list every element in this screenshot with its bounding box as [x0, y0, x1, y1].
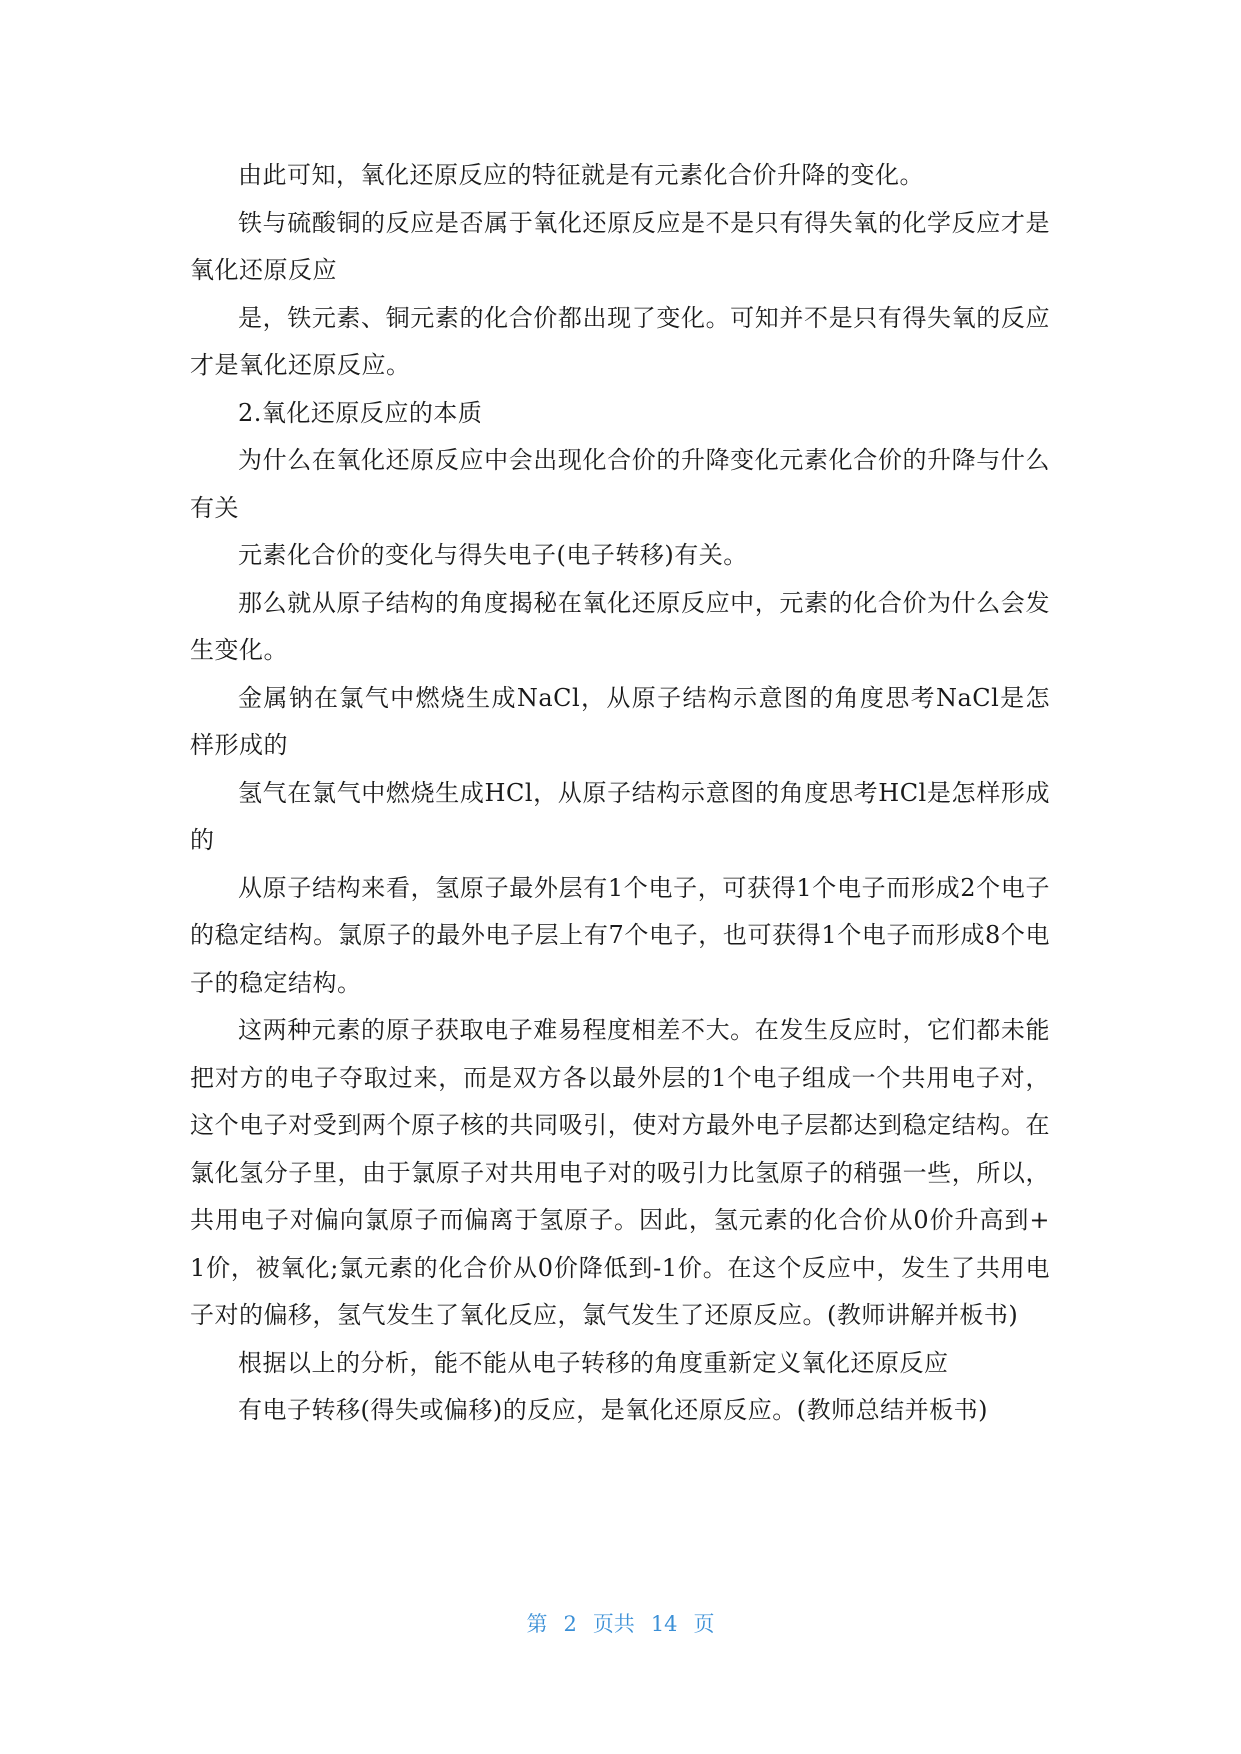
- paragraph: 根据以上的分析，能不能从电子转移的角度重新定义氧化还原反应: [238, 1348, 949, 1377]
- paragraph: 氢气在氯气中燃烧生成HCl，从原子结构示意图的角度思考HCl是怎样形成的: [190, 778, 1050, 854]
- total-pages-number: 14: [650, 1612, 678, 1636]
- paragraph: 由此可知，氧化还原反应的特征就是有元素化合价升降的变化。: [238, 161, 924, 189]
- paragraph: 那么就从原子结构的角度揭秘在氧化还原反应中，元素的化合价为什么会发生变化。: [190, 588, 1050, 664]
- paragraph: 是，铁元素、铜元素的化合价都出现了变化。可知并不是只有得失氧的反应才是氧化还原反应。: [190, 303, 1050, 379]
- page-label-prefix: 第: [526, 1612, 548, 1636]
- section-heading: 2.氧化还原反应的本质: [238, 398, 483, 427]
- paragraph: 元素化合价的变化与得失电子(电子转移)有关。: [238, 541, 748, 569]
- current-page-number: 2: [563, 1612, 577, 1636]
- page-label-suffix: 页: [693, 1612, 715, 1636]
- paragraph: 铁与硫酸铜的反应是否属于氧化还原反应是不是只有得失氧的化学反应才是氧化还原反应: [190, 208, 1050, 284]
- document-body: [190, 152, 1050, 1435]
- page-footer: [0, 1608, 1241, 1638]
- paragraph: 有电子转移(得失或偏移)的反应，是氧化还原反应。(教师总结并板书): [238, 1396, 988, 1424]
- paragraph: 为什么在氧化还原反应中会出现化合价的升降变化元素化合价的升降与什么有关: [190, 446, 1050, 522]
- page-label-mid: 页共: [592, 1612, 635, 1636]
- paragraph: 这两种元素的原子获取电子难易程度相差不大。在发生反应时，它们都未能把对方的电子夺取过来，而是双方各以最外层的1个电子组成一个共用电子对，这个电子对受到两个原子核的共同吸引，使对方最外电子层都达到稳定结构。在氯化氢分子里，由于氯原子对共用电子对的吸引力比氢原子的稍强一些，所以，共用电子对偏向氯原子而偏离于氢原子。因此，氢元素的化合价从0价升高到+1价，被氧化;氯元素的化合价从0价降低到-1价。在这个反应中，发生了共用电子对的偏移，氢气发生了氧化反应，氯气发生了还原反应。(教师讲解并板书): [190, 1016, 1050, 1329]
- paragraph: 金属钠在氯气中燃烧生成NaCl，从原子结构示意图的角度思考NaCl是怎样形成的: [190, 683, 1050, 759]
- paragraph: 从原子结构来看，氢原子最外层有1个电子，可获得1个电子而形成2个电子的稳定结构。氯原子的最外电子层上有7个电子，也可获得1个电子而形成8个电子的稳定结构。: [190, 873, 1050, 997]
